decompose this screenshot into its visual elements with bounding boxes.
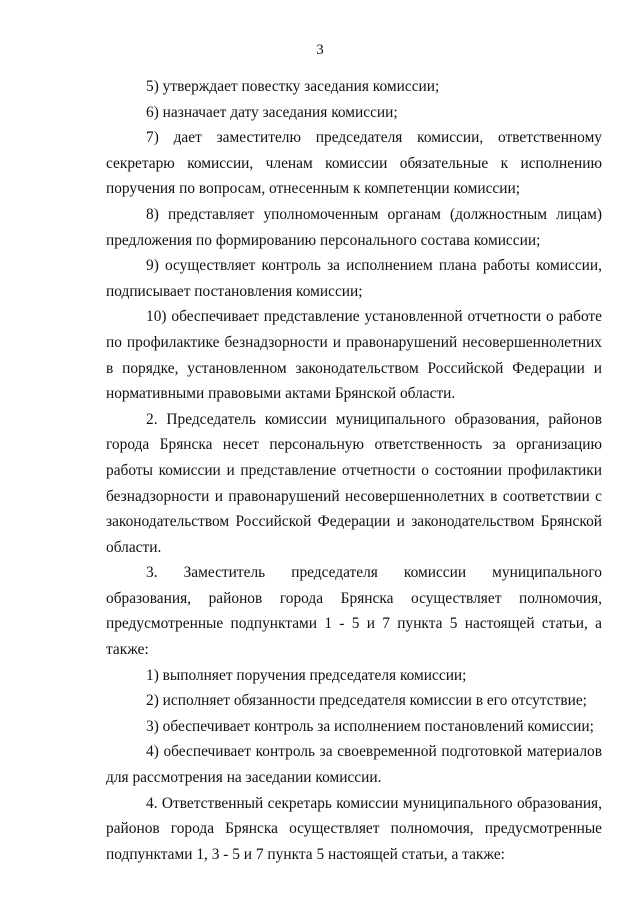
- paragraph-item-9: 9) осуществляет контроль за исполнением плана работы комиссии, подписывает постановления комиссии;: [106, 257, 602, 300]
- paragraph-point-3: 3. Заместитель председателя комиссии муниципального образования, районов города Брянска осуществляет полномочия, предусмотренные подпунктами 1 - 5 и 7 пункта 5 настоящей статьи, а также:: [106, 564, 602, 659]
- paragraph-item-7: 7) дает заместителю председателя комиссии, ответственному секретарю комиссии, членам комиссии обязательные к исполнению поручения по вопросам, отнесенным к компетенции комиссии;: [106, 129, 602, 198]
- paragraph-subitem-3: 3) обеспечивает контроль за исполнением постановлений комиссии;: [146, 717, 594, 735]
- paragraph-item-8: 8) представляет уполномоченным органам (должностным лицам) предложения по формированию персонального состава комиссии;: [106, 205, 602, 249]
- document-body: [106, 74, 602, 867]
- paragraph-point-4: 4. Ответственный секретарь комиссии муниципального образования, районов города Брянска осуществляет полномочия, предусмотренные подпунктами 1, 3 - 5 и 7 пункта 5 настоящей статьи, а также:: [106, 794, 602, 863]
- paragraph-subitem-1: 1) выполняет поручения председателя комиссии;: [146, 666, 467, 684]
- paragraph-subitem-2: 2) исполняет обязанности председателя комиссии в его отсутствие;: [146, 692, 587, 710]
- paragraph-item-5: 5) утверждает повестку заседания комиссии;: [146, 78, 440, 95]
- page-number: 3: [316, 42, 324, 58]
- paragraph-item-6: 6) назначает дату заседания комиссии;: [146, 103, 398, 121]
- paragraph-point-2: 2. Председатель комиссии муниципального образования, районов города Брянска несет персональную ответственность за организацию работы комиссии и представление отчетности о состоянии профилактики безнадзорности и правонарушений несовершеннолетних в соответствии с законодательством Российской Федерации и законодательством Брянской области.: [106, 410, 602, 556]
- paragraph-item-10: 10) обеспечивает представление установленной отчетности о работе по профилактике безнадзорности и правонарушений несовершеннолетних в порядке, установленном законодательством Российской Федерации и нормативными правовыми актами Брянской области.: [106, 308, 602, 403]
- paragraph-subitem-4: 4) обеспечивает контроль за своевременной подготовкой материалов для рассмотрения на заседании комиссии.: [106, 743, 602, 787]
